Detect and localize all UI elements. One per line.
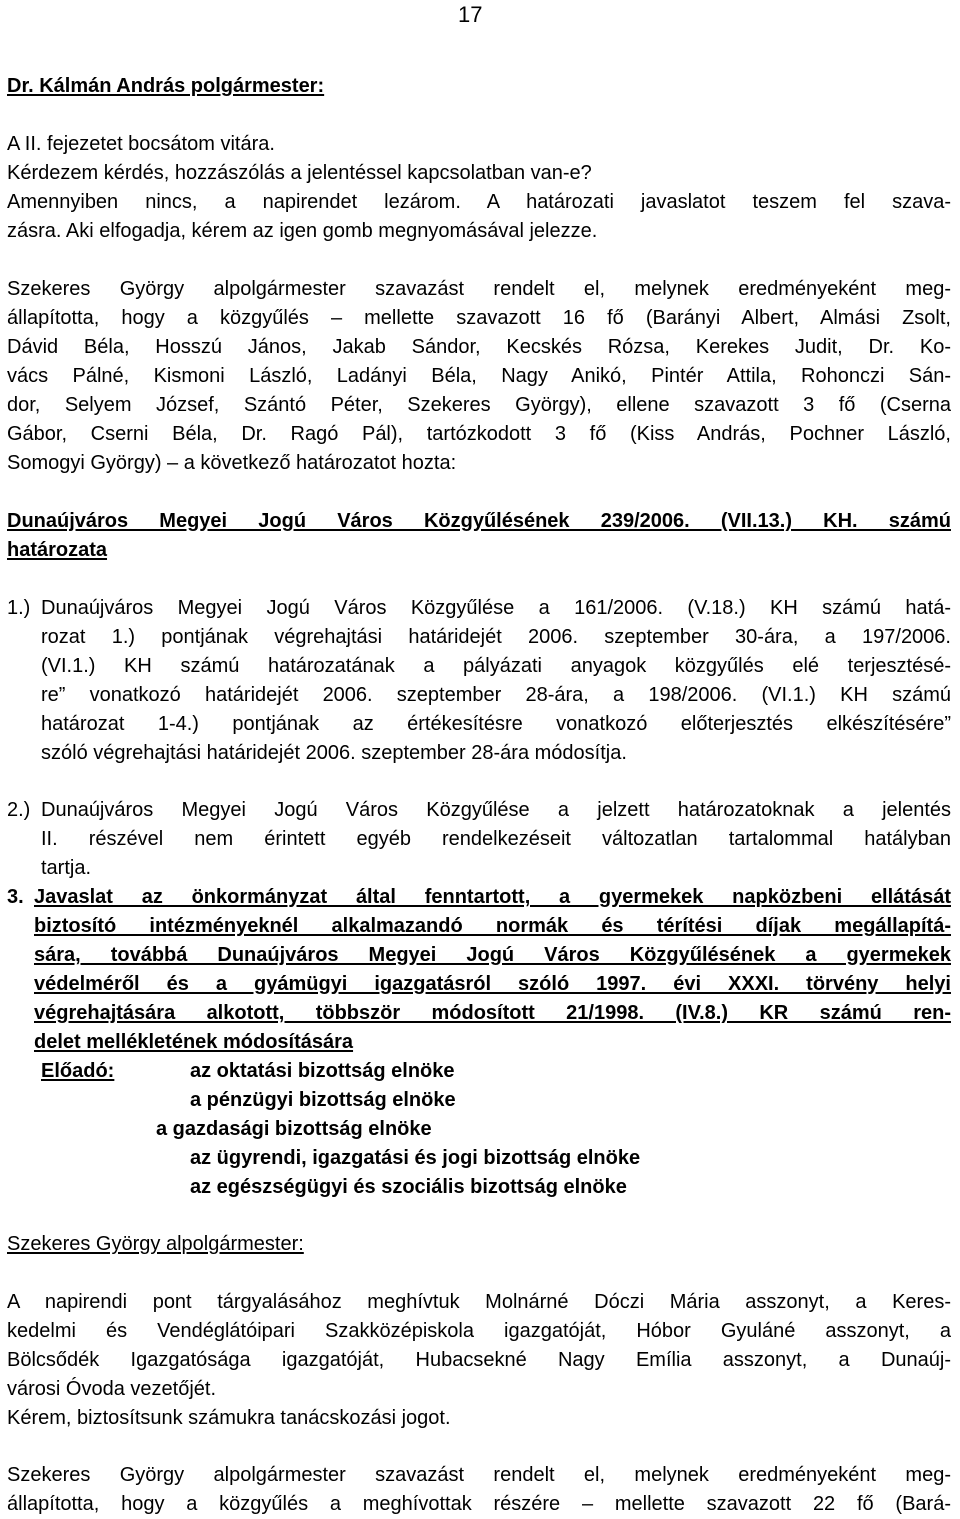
item-2-number: 2.) — [7, 799, 31, 821]
text-line: Kérdezem kérdés, hozzászólás a jelentéssel kapcsolatban van-e? — [7, 162, 592, 184]
text-line: II. részével nem érintett egyéb rendelkezéseit változatlan tartalommal hatályban — [41, 828, 951, 850]
text-line: rozat 1.) pontjának végrehajtási határidejét 2006. szeptember 30-ára, a 197/2006. — [41, 626, 951, 648]
text-line: végrehajtására alkotott, többször módosított 21/1998. (IV.8.) KR számú ren- — [34, 1002, 951, 1024]
text-line: A napirendi pont tárgyalásához meghívtuk Molnárné Dóczi Mária asszonyt, a Keres- — [7, 1291, 951, 1313]
paragraph-opening — [7, 130, 951, 246]
text-line: re” vonatkozó határidejét 2006. szeptember 28-ára, a 198/2006. (VI.1.) KH számú — [41, 684, 951, 706]
text-line: Bölcsődék Igazgatósága igazgatóját, Hubacsekné Nagy Emília asszonyt, a Dunaúj- — [7, 1349, 951, 1371]
agenda-item-3-title — [34, 883, 951, 1057]
presenter-line: az ügyrendi, igazgatási és jogi bizottság elnöke — [190, 1147, 641, 1169]
text-line: városi Óvoda vezetőjét. — [7, 1378, 216, 1400]
presenter-line: a pénzügyi bizottság elnöke — [190, 1089, 456, 1111]
text-line: dor, Selyem József, Szántó Péter, Szekeres György), ellene szavazott 3 fő (Cserna — [7, 394, 951, 416]
text-line: határozat 1-4.) pontjának az értékesítésre vonatkozó előterjesztés elkészítésére” — [41, 713, 951, 735]
text-line: Dávid Béla, Hosszú János, Jakab Sándor, Kecskés Rózsa, Kerekes Judit, Dr. Ko- — [7, 336, 951, 358]
text-line: Somogyi György) – a következő határozatot hozta: — [7, 452, 457, 474]
text-line: A II. fejezetet bocsátom vitára. — [7, 133, 275, 155]
paragraph-invitees — [7, 1288, 951, 1404]
page-number: 17 — [458, 2, 483, 27]
text-line: delet mellékletének módosítására — [34, 1031, 354, 1053]
speaker-heading-mayor: Dr. Kálmán András polgármester: — [7, 75, 325, 97]
item-1-number: 1.) — [7, 597, 31, 619]
text-line: határozata — [7, 539, 108, 561]
resolution-title — [7, 507, 951, 565]
text-line: szóló végrehajtási határidejét 2006. szeptember 28-ára módosítja. — [41, 742, 627, 764]
paragraph-second-vote — [7, 1461, 951, 1519]
text-line: (VI.1.) KH számú határozatának a pályázati anyagok közgyűlés elé terjesztésé- — [41, 655, 951, 677]
text-line: vács Pálné, Kismoni László, Ladányi Béla, Nagy Anikó, Pintér Attila, Rohonczi Sán- — [7, 365, 951, 387]
text-line: tartja. — [41, 857, 92, 879]
text-line: sára, továbbá Dunaújváros Megyei Jogú Város Közgyűlésének a gyermekek — [34, 944, 951, 966]
text-line: biztosító intézményeknél alkalmazandó normák és térítési díjak megállapítá- — [34, 915, 951, 937]
text-line: Dunaújváros Megyei Jogú Város Közgyűlése a jelzett határozatoknak a jelentés — [41, 799, 951, 821]
paragraph-request: Kérem, biztosítsunk számukra tanácskozási jogot. — [7, 1407, 451, 1429]
presenter-label: Előadó: — [41, 1060, 115, 1082]
text-line: állapította, hogy a közgyűlés a meghívottak részére – mellette szavazott 22 fő (Bará- — [7, 1493, 951, 1515]
text-line: Gábor, Cserni Béla, Dr. Ragó Pál), tartózkodott 3 fő (Kiss András, Pochner László, — [7, 423, 951, 445]
text-line: állapította, hogy a közgyűlés – mellette szavazott 16 fő (Barányi Albert, Almási Zsolt, — [7, 307, 951, 329]
text-line: zásra. Aki elfogadja, kérem az igen gomb megnyomásával jelezze. — [7, 220, 598, 242]
presenter-line: az oktatási bizottság elnöke — [190, 1060, 455, 1082]
paragraph-vote-result — [7, 275, 951, 478]
item-1-text — [41, 594, 951, 768]
text-line: Javaslat az önkormányzat által fenntartott, a gyermekek napközbeni ellátását — [34, 886, 951, 908]
presenter-line: az egészségügyi és szociális bizottság elnöke — [190, 1176, 627, 1198]
text-line: Szekeres György alpolgármester szavazást rendelt el, melynek eredményeként meg- — [7, 1464, 951, 1486]
text-line: Dunaújváros Megyei Jogú Város Közgyűlésének 239/2006. (VII.13.) KH. számú — [7, 510, 951, 532]
text-line: védelméről és a gyámügyi igazgatásról szóló 1997. évi XXXI. törvény helyi — [34, 973, 951, 995]
text-line: Dunaújváros Megyei Jogú Város Közgyűlése a 161/2006. (V.18.) KH számú hatá- — [41, 597, 951, 619]
speaker-heading-vice-mayor: Szekeres György alpolgármester: — [7, 1233, 304, 1255]
item-2-text — [41, 796, 951, 883]
presenter-line: a gazdasági bizottság elnöke — [156, 1118, 432, 1140]
text-line: Szekeres György alpolgármester szavazást rendelt el, melynek eredményeként meg- — [7, 278, 951, 300]
text-line: Amennyiben nincs, a napirendet lezárom. A határozati javaslatot teszem fel szava- — [7, 191, 951, 213]
item-3-number: 3. — [7, 886, 24, 908]
text-line: kedelmi és Vendéglátóipari Szakközépiskola igazgatóját, Hóbor Gyuláné asszonyt, a — [7, 1320, 951, 1342]
